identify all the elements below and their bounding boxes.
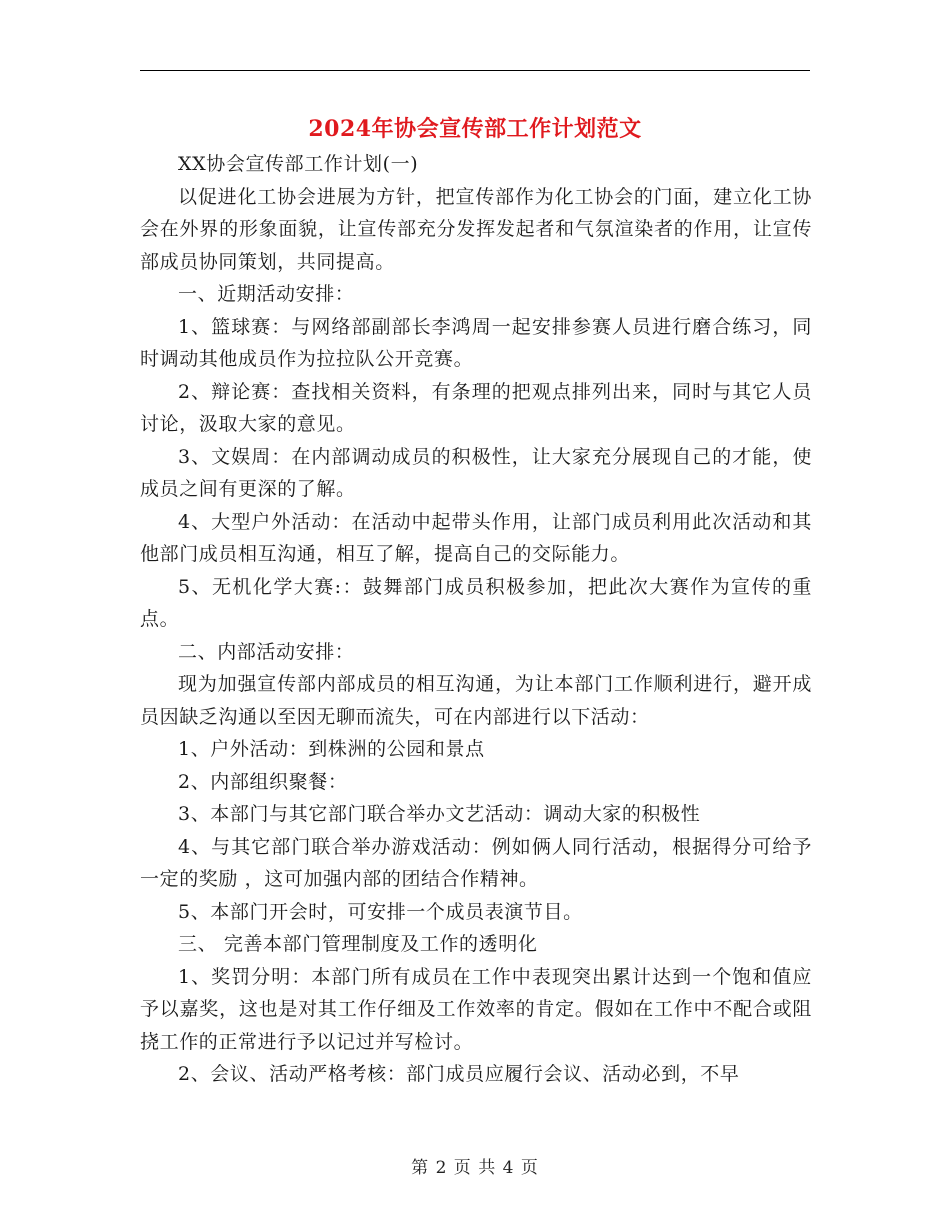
list-item: 3、文娱周：在内部调动成员的积极性，让大家充分展现自己的才能，使成员之间有更深的了解。 bbox=[140, 445, 812, 500]
section-heading: 一、近期活动安排： bbox=[178, 283, 355, 305]
page-footer: 第 2 页 共 4 页 bbox=[411, 1158, 539, 1178]
list-item: 3、本部门与其它部门联合举办文艺活动：调动大家的积极性 bbox=[178, 803, 701, 825]
paragraph: 现为加强宣传部内部成员的相互沟通，为让本部门工作顺利进行，避开成员因缺乏沟通以至因无聊而流失，可在内部进行以下活动： bbox=[140, 673, 812, 728]
list-item: 4、与其它部门联合举办游戏活动：例如俩人同行活动，根据得分可给予一定的奖励 ，这可加强内部的团结合作精神。 bbox=[140, 835, 812, 890]
header-rule bbox=[140, 70, 810, 71]
paragraph: XX协会宣传部工作计划(一) bbox=[178, 153, 419, 175]
document-title: 2024年协会宣传部工作计划范文 bbox=[308, 116, 642, 142]
section-heading: 二、内部活动安排： bbox=[178, 640, 355, 663]
list-item: 5、本部门开会时，可安排一个成员表演节目。 bbox=[178, 900, 583, 923]
list-item: 1、奖罚分明：本部门所有成员在工作中表现突出累计达到一个饱和值应予以嘉奖，这也是对其工作仔细及工作效率的肯定。假如在工作中不配合或阻挠工作的正常进行予以记过并写检讨。 bbox=[140, 965, 812, 1053]
list-item: 5、无机化学大赛:：鼓舞部门成员积极参加，把此次大赛作为宣传的重点。 bbox=[140, 575, 812, 630]
list-item: 1、篮球赛：与网络部副部长李鸿周一起安排参赛人员进行磨合练习，同时调动其他成员作为拉拉队公开竞赛。 bbox=[140, 315, 812, 370]
section-heading: 三、 完善本部门管理制度及工作的透明化 bbox=[178, 933, 538, 955]
list-item: 1、户外活动：到株洲的公园和景点 bbox=[178, 738, 485, 760]
document-body bbox=[140, 148, 812, 1091]
paragraph: 以促进化工协会进展为方针，把宣传部作为化工协会的门面，建立化工协会在外界的形象面貌，让宣传部充分发挥发起者和气氛渲染者的作用，让宣传部成员协同策划，共同提高。 bbox=[140, 185, 812, 273]
list-item: 4、大型户外活动：在活动中起带头作用，让部门成员利用此次活动和其他部门成员相互沟通，相互了解，提高自己的交际能力。 bbox=[140, 510, 812, 565]
list-item: 2、会议、活动严格考核：部门成员应履行会议、活动必到，不早 bbox=[178, 1063, 740, 1085]
list-item: 2、辩论赛：查找相关资料，有条理的把观点排列出来，同时与其它人员讨论，汲取大家的意见。 bbox=[140, 380, 812, 435]
list-item: 2、内部组织聚餐： bbox=[178, 770, 348, 793]
